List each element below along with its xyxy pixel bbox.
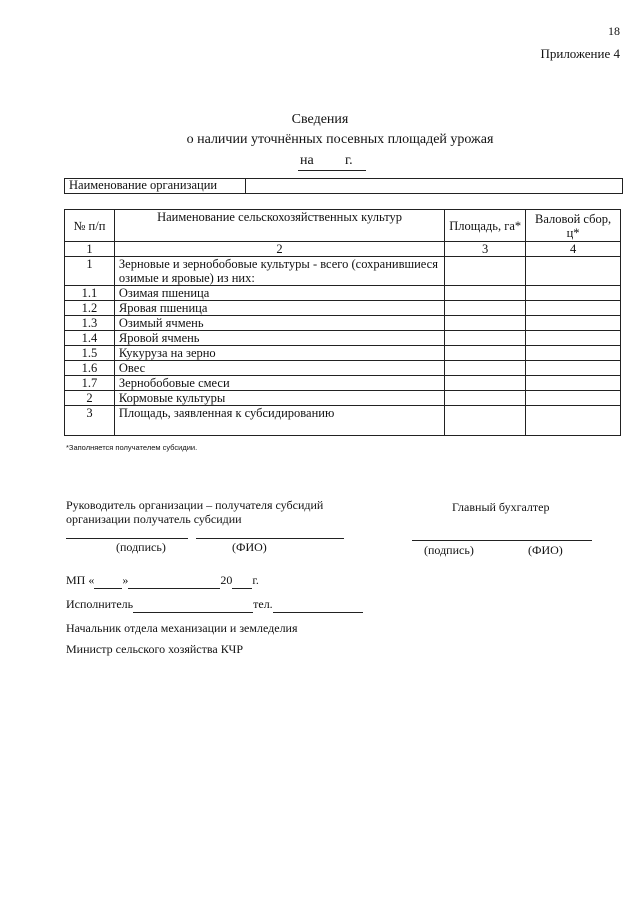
row-num: 1.1	[65, 286, 115, 301]
appendix-label: Приложение 4	[540, 46, 620, 61]
year-prefix: 20	[220, 573, 233, 587]
yield-cell[interactable]	[526, 376, 621, 391]
head-fio-line[interactable]	[196, 538, 344, 539]
area-cell[interactable]	[445, 346, 526, 361]
table-row	[65, 286, 621, 301]
tel-blank[interactable]	[273, 597, 363, 613]
page-number: 18	[608, 24, 620, 38]
crop-table	[64, 209, 621, 436]
area-cell[interactable]	[445, 286, 526, 301]
table-row	[65, 406, 621, 436]
table-row	[65, 346, 621, 361]
date-prefix: на	[300, 153, 314, 168]
head-fio-caption: (ФИО)	[232, 540, 267, 554]
table-row	[65, 376, 621, 391]
yield-cell[interactable]	[526, 257, 621, 286]
accountant-fio-caption: (ФИО)	[528, 543, 563, 557]
row-num: 3	[65, 406, 115, 436]
day-blank[interactable]	[94, 573, 122, 589]
header-name: Наименование сельскохозяйственных культур	[114, 210, 444, 242]
tel-label: тел.	[253, 597, 273, 611]
yield-cell[interactable]	[526, 361, 621, 376]
table-header-row	[65, 210, 621, 242]
footnote: *Заполняется получателем субсидии.	[66, 443, 198, 452]
row-num: 1.3	[65, 316, 115, 331]
head-signature-caption: (подпись)	[116, 540, 166, 554]
stamp-label: МП «	[66, 573, 95, 587]
row-name: Зерновые и зернобобовые культуры - всего (сохранившиеся озимые и яровые) из них:	[114, 257, 444, 286]
executor-label: Исполнитель	[66, 597, 134, 611]
yield-cell[interactable]	[526, 346, 621, 361]
row-name: Овес	[114, 361, 444, 376]
header-area: Площадь, га*	[445, 210, 526, 242]
head-title-line2: организации получатель субсидии	[66, 512, 242, 526]
accountant-signature-line[interactable]	[412, 540, 592, 541]
yield-cell[interactable]	[526, 301, 621, 316]
area-cell[interactable]	[445, 406, 526, 436]
area-cell[interactable]	[445, 316, 526, 331]
yield-cell[interactable]	[526, 406, 621, 436]
table-row	[65, 391, 621, 406]
row-num: 1.4	[65, 331, 115, 346]
area-cell[interactable]	[445, 361, 526, 376]
table-index-row	[65, 242, 621, 257]
yield-cell[interactable]	[526, 331, 621, 346]
row-num: 1.6	[65, 361, 115, 376]
table-row	[65, 316, 621, 331]
table-row	[65, 301, 621, 316]
area-cell[interactable]	[445, 331, 526, 346]
head-mechanization: Начальник отдела механизации и земледелия	[66, 621, 298, 635]
row-num: 1.7	[65, 376, 115, 391]
row-name: Зернобобовые смеси	[114, 376, 444, 391]
row-num: 2	[65, 391, 115, 406]
index-cell: 3	[445, 242, 526, 257]
row-num: 1.2	[65, 301, 115, 316]
row-name: Яровая пшеница	[114, 301, 444, 316]
org-name-separator	[245, 179, 246, 193]
area-cell[interactable]	[445, 391, 526, 406]
index-cell: 4	[526, 242, 621, 257]
head-title-line1: Руководитель организации – получателя субсидий	[66, 498, 324, 512]
index-cell: 1	[65, 242, 115, 257]
head-signature-line[interactable]	[66, 538, 188, 539]
year-suffix: г.	[252, 573, 259, 587]
area-cell[interactable]	[445, 301, 526, 316]
index-cell: 2	[114, 242, 444, 257]
row-name: Кормовые культуры	[114, 391, 444, 406]
row-name: Озимая пшеница	[114, 286, 444, 301]
chief-accountant-label: Главный бухгалтер	[452, 500, 550, 514]
table-row	[65, 257, 621, 286]
date-line	[298, 170, 366, 171]
yield-cell[interactable]	[526, 316, 621, 331]
row-num: 1.5	[65, 346, 115, 361]
row-name: Озимый ячмень	[114, 316, 444, 331]
minister-label: Министр сельского хозяйства КЧР	[66, 642, 244, 656]
stamp-date-line	[66, 573, 259, 589]
row-name: Кукуруза на зерно	[114, 346, 444, 361]
month-blank[interactable]	[128, 573, 220, 589]
org-name-row	[64, 178, 623, 194]
yield-cell[interactable]	[526, 391, 621, 406]
header-yield: Валовой сбор, ц*	[526, 210, 621, 242]
year-blank[interactable]	[232, 573, 252, 589]
doc-subtitle: о наличии уточнённых посевных площадей урожая	[186, 132, 494, 147]
row-name: Площадь, заявленная к субсидированию	[114, 406, 444, 436]
org-name-label: Наименование организации	[69, 178, 218, 192]
quote-close: »	[122, 573, 129, 587]
executor-blank[interactable]	[133, 597, 253, 613]
doc-title: Сведения	[291, 112, 349, 127]
table-row	[65, 361, 621, 376]
area-cell[interactable]	[445, 376, 526, 391]
table-row	[65, 331, 621, 346]
executor-line	[66, 597, 363, 613]
area-cell[interactable]	[445, 257, 526, 286]
accountant-signature-caption: (подпись)	[424, 543, 474, 557]
yield-cell[interactable]	[526, 286, 621, 301]
header-num: № п/п	[65, 210, 115, 242]
date-suffix: г.	[345, 153, 353, 168]
row-name: Яровой ячмень	[114, 331, 444, 346]
row-num: 1	[65, 257, 115, 286]
